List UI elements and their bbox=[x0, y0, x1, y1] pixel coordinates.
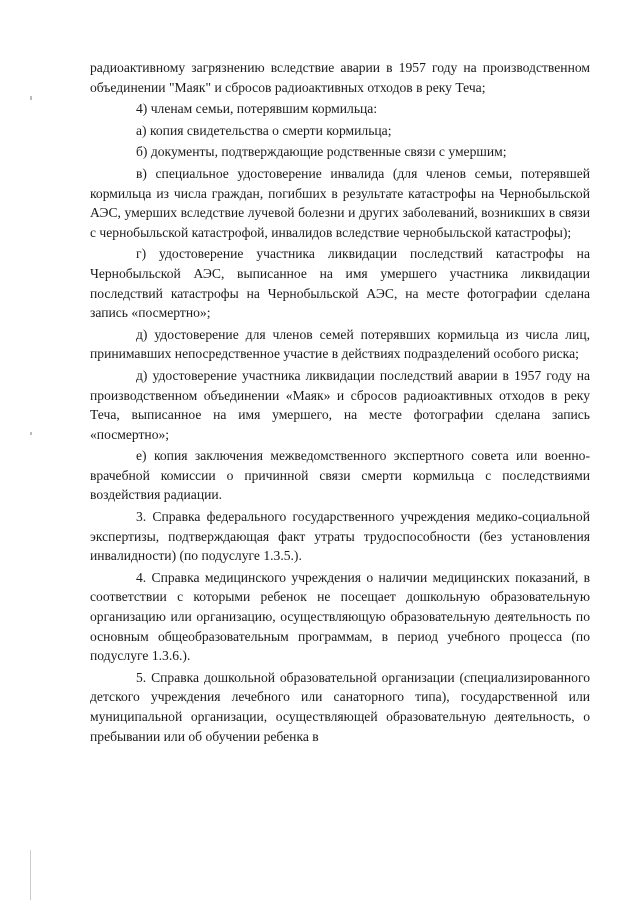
paragraph-section-5: 5. Справка дошкольной образовательной организации (специализированного детского учреждения лечебного или санаторного типа), государственной или муниципальной организации, осуществляющей образовательную деятельность, о пребывании или об обучении ребенка в bbox=[90, 669, 590, 744]
paragraph-continuation: радиоактивному загрязнению вследствие аварии в 1957 году на производственном объединении "Маяк" и сбросов радиоактивных отходов в реку Теча; bbox=[90, 60, 590, 95]
margin-scan-mark-top bbox=[30, 96, 32, 100]
paragraph-item-b: б) документы, подтверждающие родственные связи с умершим; bbox=[136, 144, 507, 160]
paragraph-section-4: 4. Справка медицинского учреждения о наличии медицинских показаний, в соответствии с которыми ребенок не посещает дошкольную образовательную организацию или организацию, осуществляющую образовательную деятельность по основным общеобразовательным программам, в период учебного процесса (по подуслуге 1.3.6.). bbox=[90, 569, 590, 664]
margin-scan-mark-bottom bbox=[30, 850, 31, 900]
paragraph-item-a: а) копия свидетельства о смерти кормильца; bbox=[136, 122, 392, 138]
paragraph-item-g: г) удостоверение участника ликвидации последствий катастрофы на Чернобыльской АЭС, выписанное на имя умершего участника ликвидации последствий катастрофы на Чернобыльской АЭС, на месте фотографии сделана запись «посмертно»; bbox=[90, 246, 590, 321]
paragraph-item-d-2: д) удостоверение участника ликвидации последствий аварии в 1957 году на производственном объединении «Маяк» и сбросов радиоактивных отходов в реку Теча, выписанное на имя умершего, на месте фотографии сделана запись «посмертно»; bbox=[90, 367, 590, 442]
paragraph-family-members: 4) членам семьи, потерявшим кормильца: bbox=[136, 101, 378, 117]
paragraph-item-v: в) специальное удостоверение инвалида (для членов семьи, потерявшей кормильца из числа граждан, погибших в результате катастрофы на Чернобыльской АЭС, умерших вследствие лучевой болезни и других заболеваний, возникших в связи с чернобыльской катастрофой, инвалидов вследствие чернобыльской катастрофы); bbox=[90, 165, 590, 240]
margin-scan-mark-mid bbox=[30, 432, 32, 435]
document-page bbox=[90, 58, 590, 746]
paragraph-section-3: 3. Справка федерального государственного учреждения медико-социальной экспертизы, подтверждающая факт утраты трудоспособности (без установления инвалидности) (по подуслуге 1.3.5.). bbox=[90, 509, 590, 564]
paragraph-item-e: е) копия заключения межведомственного экспертного совета или военно-врачебной комиссии о причинной связи смерти кормильца с последствиями воздействия радиации. bbox=[90, 448, 590, 503]
paragraph-item-d-1: д) удостоверение для членов семей потерявших кормильца из числа лиц, принимавших непосредственное участие в действиях подразделений особого риска; bbox=[90, 326, 590, 362]
